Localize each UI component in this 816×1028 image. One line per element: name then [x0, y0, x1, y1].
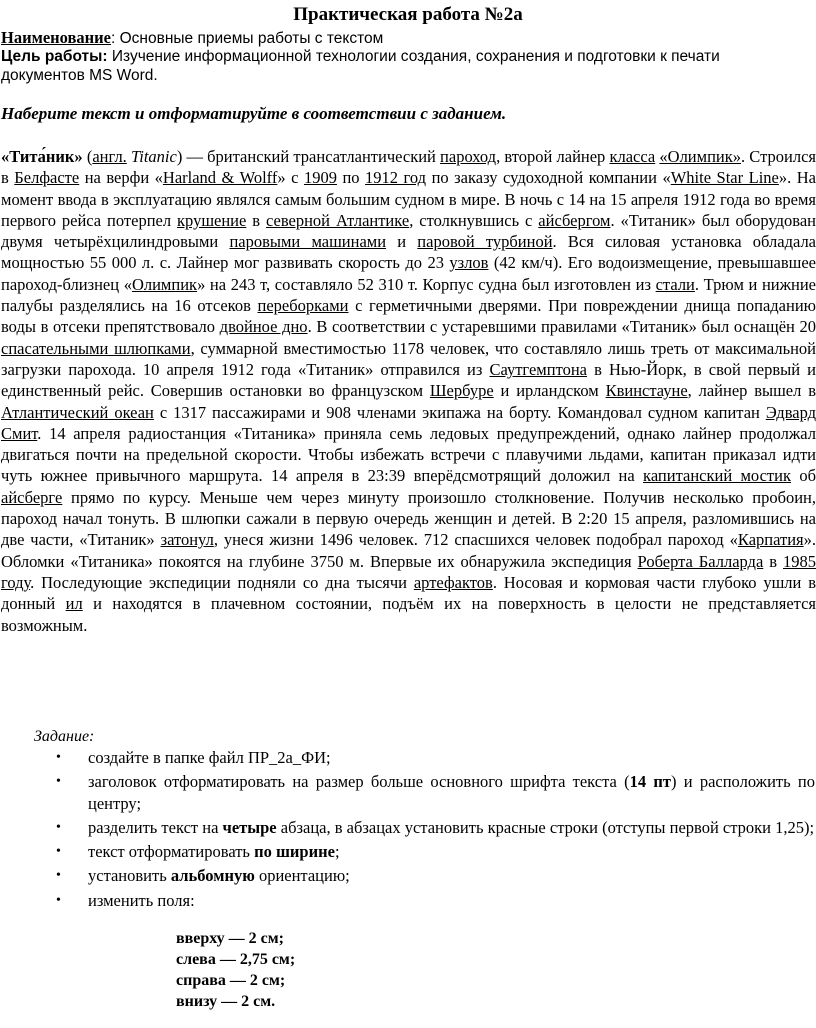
- text-run: . В соответствии с устаревшими правилами «Титаник» был оснащён 20: [307, 317, 816, 337]
- text-run: . «Титаник» был оборудован двумя четырёхцилиндровыми: [1, 210, 816, 252]
- text-run: , второй лайнер: [496, 147, 610, 166]
- text-run: ». На момент ввода в эксплуатацию являлся самым большим судном в мире. В ночь с 14 на 15 апреля 1912 года во время первого рейса потерпел: [1, 168, 816, 230]
- text-run: об: [790, 466, 816, 486]
- article-link[interactable]: «Олимпик»: [659, 147, 742, 166]
- article-paragraph-2: [1, 551, 816, 636]
- text-run: в: [246, 210, 266, 230]
- task-text: ориентацию;: [254, 866, 350, 886]
- task-text: заголовок отформатировать на размер больше основного шрифта текста (: [88, 772, 630, 792]
- text-run: и: [386, 232, 418, 252]
- article-link[interactable]: айсберге: [1, 487, 63, 507]
- article-link[interactable]: Белфасте: [14, 168, 80, 188]
- bullet-icon: •: [56, 750, 61, 765]
- article-paragraph-1: [1, 146, 816, 551]
- task-text: создайте в папке файл ПР_2а_ФИ;: [88, 748, 331, 767]
- text-run: в Нью-Йорк, в свой первый и единственный рейс. Совершив остановки во французском: [1, 359, 816, 401]
- text-run: , суммарной вместимостью 1178 человек, что составляло лишь треть от максимальной загрузки парохода. 10 апреля 1912 года «Титаник» отправился из: [1, 338, 816, 379]
- task-item: [0, 817, 815, 838]
- task-list: [0, 744, 815, 911]
- bullet-icon: •: [56, 844, 61, 860]
- text-run: (: [82, 147, 93, 166]
- goal-value-continued: документов MS Word.: [1, 67, 158, 84]
- text-run: . Строился в: [1, 147, 816, 188]
- bullet-icon: •: [56, 868, 61, 884]
- name-value: : Основные приемы работы с текстом: [111, 30, 384, 47]
- article-link[interactable]: крушение: [177, 210, 247, 230]
- text-run: с 1317 пассажирами и 908 членами экипажа на борту. Командовал судном капитан: [153, 402, 766, 422]
- task-text: четыре: [222, 817, 277, 837]
- article-link[interactable]: айсбергом: [538, 210, 611, 230]
- text-run: » на 243 т, составляло 52 310 т. Корпус судна был изготовлен из: [197, 274, 656, 294]
- task-text: по ширине: [254, 842, 335, 862]
- goal-label: Цель работы:: [1, 48, 108, 65]
- task-text: установить: [88, 866, 171, 886]
- article-link[interactable]: класса: [609, 147, 656, 166]
- text-run: , лайнер вышел в: [687, 381, 816, 401]
- article-link[interactable]: северной Атлантике: [265, 210, 410, 230]
- task-text: разделить текст на: [88, 817, 223, 837]
- task-item: [0, 890, 815, 911]
- article-link[interactable]: двойное дно: [219, 317, 308, 337]
- margin-item: справа — 2 см;: [176, 972, 286, 989]
- article-link[interactable]: Атлантический океан: [1, 402, 154, 422]
- article-link[interactable]: Шербуре: [429, 381, 494, 401]
- text-run: . Вся силовая установка обладала мощностью 55 000 л. с. Лайнер мог развивать скорость до 23: [1, 232, 816, 273]
- article-link[interactable]: Эдвард Смит: [1, 402, 816, 443]
- bullet-icon: •: [56, 774, 61, 790]
- goal-line: [1, 46, 720, 67]
- text-run: . Трюм и нижние палубы разделялись на 16 отсеков: [1, 274, 816, 316]
- text-run: прямо по курсу. Меньше чем через минуту произошло столкновение. Получив несколько пробоин, пароход начал тонуть. В шлюпки сажали в первую очередь женщин и детей. В 2:20 15 апреля, разломившись на две части, «Титаник»: [1, 487, 816, 550]
- text-run: с герметичными дверями. При повреждении днища попаданию воды в отсеки препятствовало: [1, 296, 816, 337]
- text-run: (42 км/ч). Его водоизмещение, превышавшее пароход-близнец «: [1, 253, 816, 294]
- text-run: и находятся в плачевном состоянии, подъём их на поверхность в целости не представляется возможным.: [1, 594, 816, 635]
- text-run: ».: [803, 530, 816, 550]
- margins-list: [176, 928, 295, 1012]
- task-text: ;: [334, 842, 340, 862]
- page-title: Практическая работа №2а: [293, 4, 523, 25]
- text-run: «Тита́ник»: [1, 147, 83, 166]
- task-item: [0, 841, 815, 862]
- article-link[interactable]: капитанский мостик: [643, 466, 791, 486]
- article-link[interactable]: спасательными шлюпками: [1, 338, 191, 358]
- article-link[interactable]: ил: [65, 594, 83, 614]
- goal-value: Изучение информационной технологии создания, сохранения и подготовки к печати: [107, 48, 720, 65]
- text-run: на верфи «: [79, 168, 163, 188]
- article-link[interactable]: 1912 год: [365, 168, 427, 188]
- text-run: ) — британский трансатлантический: [176, 147, 441, 166]
- article-link[interactable]: Квинстауне: [605, 381, 688, 401]
- article-link[interactable]: затонул: [160, 530, 214, 550]
- name-label: Наименование: [1, 28, 111, 47]
- text-run: » с: [277, 168, 304, 188]
- article-link[interactable]: Роберта Балларда: [637, 551, 764, 571]
- bullet-icon: •: [56, 819, 61, 835]
- article-link[interactable]: паровыми машинами: [229, 232, 387, 252]
- text-run: Обломки «Титаника» покоятся на глубине 3750 м. Впервые их обнаружила экспедиция: [1, 551, 638, 571]
- article-link[interactable]: Саутгемптона: [489, 359, 587, 379]
- bullet-icon: •: [56, 892, 61, 908]
- task-text: текст отформатировать: [88, 842, 255, 862]
- article: [1, 146, 816, 636]
- task-item: [0, 865, 815, 886]
- task-text: изменить поля:: [88, 890, 195, 910]
- text-run: Titanic: [130, 147, 177, 166]
- article-link[interactable]: Олимпик: [131, 274, 198, 294]
- task-item: [0, 747, 815, 768]
- text-run: . 14 апреля радиостанция «Титаника» приняла семь ледовых предупреждений, однако лайнер продолжал двигаться почти на предельной скорости. Чтобы избежать встречи с плавучими льдами, капитан приказал идти чуть южнее привычного маршрута. 14 апреля в 23:39 вперёдсмотрящий доложил на: [1, 423, 816, 486]
- article-link[interactable]: стали: [655, 274, 695, 294]
- text-run: и ирландском: [493, 381, 606, 401]
- article-link[interactable]: Карпатия: [737, 530, 804, 550]
- article-link[interactable]: 1909: [303, 168, 337, 188]
- text-run: в: [763, 551, 783, 571]
- article-link[interactable]: англ.: [92, 147, 127, 166]
- margin-item: вверху — 2 см;: [176, 930, 284, 947]
- article-link[interactable]: артефактов: [413, 572, 493, 592]
- text-run: , унеся жизни 1496 человек. 712 спасшихся человек подобрал пароход «: [213, 530, 738, 550]
- task-item: [0, 771, 815, 814]
- task-text: абзаца, в абзацах установить красные строки (отступы первой строки 1,25);: [276, 817, 815, 837]
- task-text: альбомную: [170, 866, 255, 886]
- article-link[interactable]: узлов: [449, 253, 489, 273]
- article-link[interactable]: White Star Line: [670, 168, 779, 188]
- margin-item: слева — 2,75 см;: [176, 951, 296, 968]
- article-link[interactable]: переборками: [257, 296, 349, 316]
- text-run: . Последующие экспедиции подняли со дна тысячи: [30, 572, 414, 592]
- margin-item: внизу — 2 см.: [176, 993, 276, 1010]
- text-run: , столкнувшись с: [409, 210, 539, 230]
- text-run: по: [336, 168, 366, 188]
- article-link[interactable]: паровой турбиной: [417, 232, 553, 252]
- task-text: 14 пт: [629, 772, 671, 792]
- text-run: по заказу судоходной компании «: [426, 168, 671, 188]
- article-link[interactable]: Harland & Wolff: [162, 168, 278, 188]
- task-text: ) и расположить по центру;: [88, 772, 815, 813]
- task-label: Задание:: [34, 728, 95, 745]
- article-link[interactable]: 1985 году: [1, 551, 816, 592]
- article-link[interactable]: пароход: [440, 147, 497, 166]
- instruction: Наберите текст и отформатируйте в соответствии с заданием.: [1, 104, 507, 123]
- text-run: . Носовая и кормовая части глубоко ушли в донный: [1, 572, 816, 614]
